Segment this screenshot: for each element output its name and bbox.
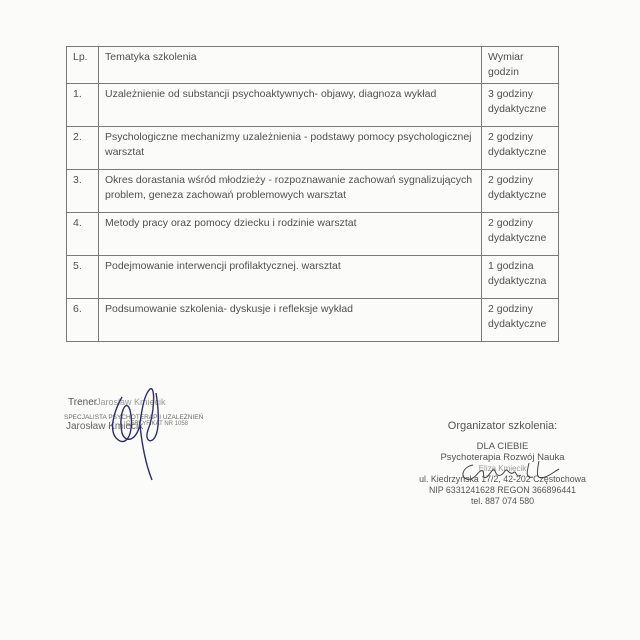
row-lp: 3. — [67, 170, 99, 213]
header-hours: Wymiar godzin — [482, 47, 559, 84]
organizer-signature-icon — [455, 457, 565, 487]
table-row — [67, 256, 559, 299]
hours-unit: dydaktyczna — [488, 275, 547, 287]
row-topic: Psychologiczne mechanizmy uzależnienia - podstawy pomocy psychologicznej warsztat — [99, 127, 482, 170]
hours-unit: dydaktyczne — [488, 189, 547, 201]
table-row — [67, 84, 559, 127]
trainer-name: Jarosław Kmiecik — [66, 421, 144, 432]
trainer-stamp-name: Jarosław Kmiecik — [96, 397, 166, 407]
trainer-label: Trener — [68, 397, 98, 408]
row-topic: Okres dorastania wśród młodzieży - rozpoznawanie zachowań sygnalizujących problem, geneza zachowań problemowych warsztat — [99, 170, 482, 213]
hours-unit: dydaktyczne — [488, 318, 547, 330]
row-hours — [482, 299, 559, 342]
row-lp: 5. — [67, 256, 99, 299]
table-header-row — [67, 47, 559, 84]
training-schedule-table — [66, 46, 559, 342]
row-topic: Podejmowanie interwencji profilaktycznej. warsztat — [99, 256, 482, 299]
organizer-subtitle: Psychoterapia Rozwój Nauka — [440, 452, 565, 463]
hours-unit: dydaktyczne — [488, 103, 547, 115]
organizer-nip-regon: NIP 6331241628 REGON 366896441 — [428, 485, 577, 495]
header-lp: Lp. — [67, 47, 99, 84]
hours-count: 2 godziny — [488, 131, 533, 143]
row-hours — [482, 127, 559, 170]
table-row — [67, 170, 559, 213]
table-row — [67, 213, 559, 256]
header-topic: Tematyka szkolenia — [99, 47, 482, 84]
row-lp: 1. — [67, 84, 99, 127]
hours-count: 2 godziny — [488, 303, 533, 315]
hours-count: 2 godziny — [488, 217, 533, 229]
organizer-title: Organizator szkolenia: — [447, 420, 558, 432]
row-hours — [482, 84, 559, 127]
row-hours — [482, 256, 559, 299]
organizer-phone: tel. 887 074 580 — [470, 496, 535, 506]
row-hours — [482, 213, 559, 256]
organizer-owner: Eliza Kmiecik — [478, 464, 527, 473]
row-lp: 2. — [67, 127, 99, 170]
table-row — [67, 299, 559, 342]
trainer-signature-icon — [100, 375, 170, 485]
row-topic: Podsumowanie szkolenia- dyskusje i refleksje wykład — [99, 299, 482, 342]
organizer-address: ul. Kiedrzyńska 17/2, 42-202 Częstochowa — [419, 474, 586, 484]
hours-unit: dydaktyczne — [488, 146, 547, 158]
row-topic: Metody pracy oraz pomocy dziecku i rodzinie warsztat — [99, 213, 482, 256]
row-lp: 4. — [67, 213, 99, 256]
row-topic: Uzależnienie od substancji psychoaktywnych- objawy, diagnoza wykład — [99, 84, 482, 127]
hours-count: 2 godziny — [488, 174, 533, 186]
row-hours — [482, 170, 559, 213]
table-row — [67, 127, 559, 170]
row-lp: 6. — [67, 299, 99, 342]
hours-count: 3 godziny — [488, 88, 533, 100]
hours-unit: dydaktyczne — [488, 232, 547, 244]
trainer-stamp-title: SPECJALISTA PSYCHOTERAPII UZALEŻNIEŃ — [64, 414, 204, 421]
hours-count: 1 godzina — [488, 260, 534, 272]
trainer-stamp-cert: CERTYFIKAT NR 1058 — [126, 421, 189, 427]
organizer-name: DLA CIEBIE — [476, 441, 529, 452]
